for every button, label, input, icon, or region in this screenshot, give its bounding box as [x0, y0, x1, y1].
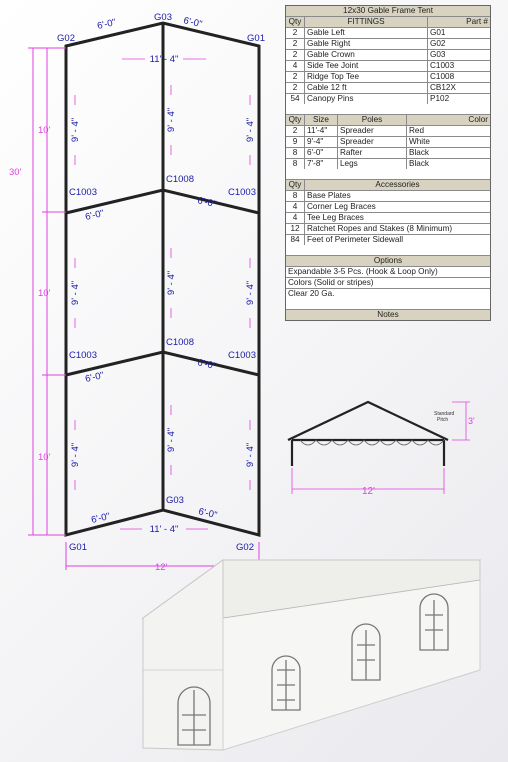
pitch-label-line1: Standard [434, 411, 455, 417]
fitting-qty: 2 [286, 83, 305, 93]
pole-qty: 8 [286, 159, 305, 169]
option-row [286, 289, 490, 299]
option-item: Expandable 3-5 Pcs. (Hook & Loop Only) [288, 267, 438, 276]
spec-title: 12x30 Gable Frame Tent [343, 6, 433, 15]
accessory-qty: 4 [286, 202, 305, 212]
crown-label-bottom: G03 [166, 495, 184, 506]
fitting-name: Gable Left [305, 28, 428, 38]
frame-lines [66, 23, 259, 535]
blank-row [286, 169, 490, 180]
blank-row [286, 299, 490, 310]
col-accessories: Accessories [375, 180, 420, 189]
fittings-header-row [286, 17, 490, 28]
col-color: Color [468, 115, 488, 124]
leg-label-l2: 9' - 4" [70, 280, 81, 306]
fitting-name: Gable Right [305, 39, 428, 49]
ridge-tee-label-2: C1008 [166, 337, 194, 348]
crown-span-label-top: 11' - 4" [149, 54, 179, 65]
tent-illustration [0, 520, 508, 762]
pole-qty: 2 [286, 126, 305, 136]
ridge-tee-label-1: C1008 [166, 174, 194, 185]
elevation-width-label: 12' [362, 486, 376, 497]
fitting-qty: 2 [286, 39, 305, 49]
pole-color: Black [409, 148, 430, 157]
fitting-name: Side Tee Joint [305, 61, 428, 71]
notes-header: Notes [377, 310, 399, 319]
overall-width-label: 12' [155, 562, 168, 573]
fitting-name: Cable 12 ft [305, 83, 428, 93]
bay-length-label-2: 10' [38, 288, 51, 299]
pole-color: Black [409, 159, 430, 168]
pole-size: 9'-4" [305, 137, 338, 147]
option-item: Colors (Solid or stripes) [288, 278, 374, 287]
fitting-part: CB12X [430, 83, 456, 92]
fitting-part: G01 [430, 28, 446, 37]
gable-half-label-tl: 6'-0" [96, 16, 118, 32]
rafter-label-l2: 6'-0" [84, 369, 106, 385]
options-header: Options [373, 256, 403, 265]
pole-color: White [409, 137, 430, 146]
crown-label-top: G03 [154, 12, 172, 23]
accessory-row [286, 191, 490, 202]
corner-label-bottom-left: G01 [69, 542, 87, 553]
col-poles: Poles [338, 115, 407, 125]
leg-label-r3: 9' - 4" [245, 442, 256, 468]
leg-label-c3: 9' - 4" [166, 427, 177, 453]
leg-label-r2: 9' - 4" [245, 280, 256, 306]
bay-length-label-1: 10' [38, 125, 51, 136]
poles-header-row [286, 115, 490, 126]
blank-row [286, 245, 490, 256]
pole-row [286, 137, 490, 148]
accessory-row [286, 213, 490, 224]
options-header-row [286, 256, 490, 267]
accessory-name: Tee Leg Braces [307, 213, 364, 222]
pole-size: 6'-0" [305, 148, 338, 158]
gable-half-label-tr: 6'-0" [182, 15, 204, 31]
accessories-header-row [286, 180, 490, 191]
spec-table [285, 5, 491, 321]
corner-label-top-right: G01 [247, 33, 265, 44]
fitting-qty: 2 [286, 50, 305, 60]
side-tee-label-right-1: C1003 [228, 187, 256, 198]
leg-label-l3: 9' - 4" [70, 442, 81, 468]
col-size: Size [305, 115, 338, 125]
pole-type: Spreader [338, 137, 407, 147]
fitting-row [286, 72, 490, 83]
fitting-part: P102 [430, 94, 450, 103]
option-row [286, 278, 490, 289]
pole-row [286, 159, 490, 169]
fitting-row [286, 50, 490, 61]
dimension-lines [28, 48, 259, 570]
rafter-label-r1: 6'-0" [196, 195, 218, 211]
fitting-qty: 2 [286, 72, 305, 82]
fitting-part: C1008 [430, 72, 455, 81]
pole-type: Rafter [338, 148, 407, 158]
fitting-part: C1003 [430, 61, 455, 70]
notes-header-row [286, 310, 490, 320]
accessory-qty: 12 [286, 224, 305, 234]
accessory-row [286, 235, 490, 245]
leg-label-c2: 9' - 4" [166, 270, 177, 296]
col-qty: Qty [286, 180, 305, 190]
pole-qty: 8 [286, 148, 305, 158]
fitting-name: Gable Crown [305, 50, 428, 60]
col-part: Part # [466, 17, 488, 26]
accessory-qty: 84 [286, 235, 305, 245]
col-qty: Qty [286, 115, 305, 125]
fitting-part: G03 [430, 50, 446, 59]
leg-label-l1: 9' - 4" [70, 117, 81, 143]
bay-length-label-3: 10' [38, 452, 51, 463]
gable-half-label-br: 6'-0" [197, 506, 219, 522]
fitting-part: G02 [430, 39, 446, 48]
tent-frame-plan [0, 0, 280, 575]
crown-span-label-bottom: 11' - 4" [149, 524, 179, 535]
blank-row [286, 104, 490, 115]
accessory-qty: 8 [286, 191, 305, 201]
fitting-row [286, 39, 490, 50]
fitting-row [286, 28, 490, 39]
pole-size: 7'-8" [305, 159, 338, 169]
fitting-row [286, 94, 490, 104]
option-row [286, 267, 490, 278]
accessory-row [286, 202, 490, 213]
pole-row [286, 126, 490, 137]
gable-half-label-bl: 6'-0" [90, 510, 112, 526]
fitting-qty: 4 [286, 61, 305, 71]
side-tee-label-left-2: C1003 [69, 350, 97, 361]
fitting-name: Canopy Pins [305, 94, 428, 104]
fitting-row [286, 61, 490, 72]
leg-label-r1: 9' - 4" [245, 117, 256, 143]
rafter-label-r2: 6'-0" [196, 357, 218, 373]
side-tee-label-right-2: C1003 [228, 350, 256, 361]
col-qty: Qty [286, 17, 305, 27]
spec-title-row [286, 6, 490, 17]
pitch-label-line2: Pitch [437, 417, 449, 423]
accessory-qty: 4 [286, 213, 305, 223]
gable-elevation [282, 388, 482, 498]
pole-row [286, 148, 490, 159]
pitch-value: 3' [468, 416, 475, 426]
rafter-label-l1: 6'-0" [84, 207, 106, 223]
pole-size: 11'-4" [305, 126, 338, 136]
option-item: Clear 20 Ga. [288, 289, 335, 298]
accessory-name: Base Plates [307, 191, 351, 200]
pole-type: Spreader [338, 126, 407, 136]
side-tee-label-left-1: C1003 [69, 187, 97, 198]
col-fittings: FITTINGS [305, 17, 428, 27]
fitting-qty: 54 [286, 94, 305, 104]
pole-color: Red [409, 126, 425, 135]
overall-length-label: 30' [9, 167, 22, 178]
accessory-name: Ratchet Ropes and Stakes (8 Minimum) [307, 224, 453, 233]
corner-label-bottom-right: G02 [236, 542, 254, 553]
pole-qty: 9 [286, 137, 305, 147]
corner-label-top-left: G02 [57, 33, 75, 44]
fitting-qty: 2 [286, 28, 305, 38]
fitting-row [286, 83, 490, 94]
accessory-name: Feet of Perimeter Sidewall [307, 235, 404, 244]
fitting-name: Ridge Top Tee [305, 72, 428, 82]
pole-type: Legs [338, 159, 407, 169]
leg-label-c1: 9' - 4" [166, 107, 177, 133]
accessory-name: Corner Leg Braces [307, 202, 376, 211]
accessory-row [286, 224, 490, 235]
